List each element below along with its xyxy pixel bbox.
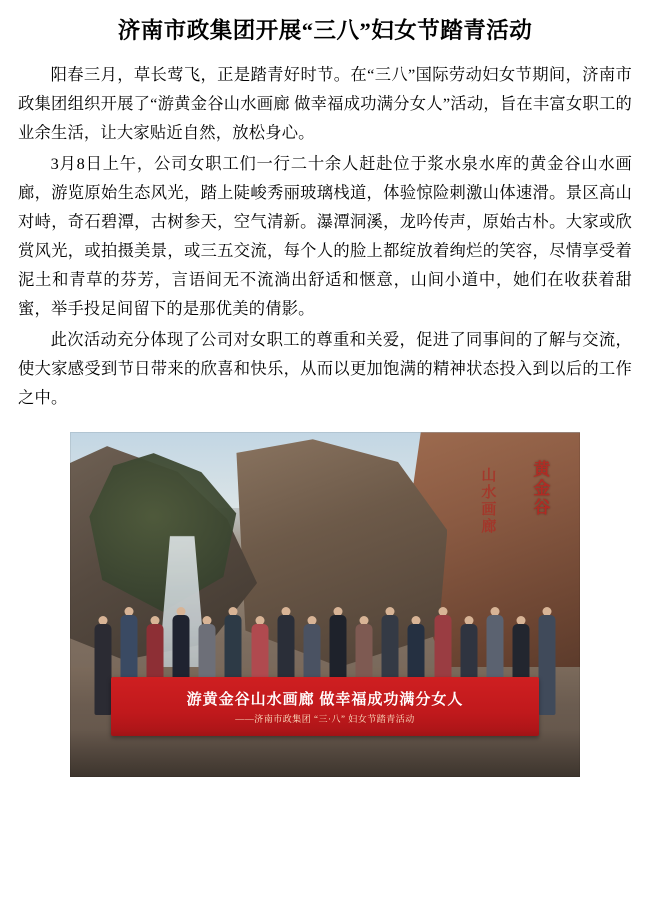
- paragraph-1: 阳春三月，草长莺飞，正是踏青好时节。在“三八”国际劳动妇女节期间，济南市政集团组织开展了“游黄金谷山水画廊 做幸福成功满分女人”活动，旨在丰富女职工的业余生活，让大家贴近自然，放松身心。: [18, 65, 632, 143]
- carved-text-secondary: 山水画廊: [479, 466, 496, 535]
- article-figure: [18, 432, 632, 777]
- crowd-person-body: [539, 615, 556, 715]
- paragraph-2: 3月8日上午，公司女职工们一行二十余人赶赴位于浆水泉水库的黄金谷山水画廊，游览原始生态风光，踏上陡峻秀丽玻璃栈道，体验惊险刺激山体速滑。景区高山对峙，奇石碧潭，古树参天，空气清新。瀑潭洞溪，龙吟传声，原始古朴。大家或欣赏风光，或拍摄美景，或三五交流，每个人的脸上都绽放着绚烂的笑容，尽情享受着泥土和青草的芬芳，言语间无不流淌出舒适和惬意，山间小道中，她们在收获着甜蜜，举手投足间留下的是那优美的倩影。: [18, 154, 632, 319]
- banner-main-text: 游黄金谷山水画廊 做幸福成功满分女人: [186, 692, 464, 709]
- group-photo: [70, 432, 580, 777]
- photo-banner: [111, 677, 539, 736]
- page-title: 济南市政集团开展“三八”妇女节踏青活动: [117, 18, 533, 43]
- paragraph-3: 此次活动充分体现了公司对女职工的尊重和关爱，促进了同事间的了解与交流，使大家感受到节日带来的欣喜和快乐，从而以更加饱满的精神状态投入到以后的工作之中。: [18, 330, 632, 408]
- banner-sub-text: ——济南市政集团 “三·八” 妇女节踏青活动: [235, 714, 415, 725]
- article-body: [18, 60, 632, 412]
- photo-ground-shadow: [70, 729, 580, 777]
- carved-text: 黄金谷: [530, 459, 550, 517]
- crowd-person-body: [94, 624, 111, 715]
